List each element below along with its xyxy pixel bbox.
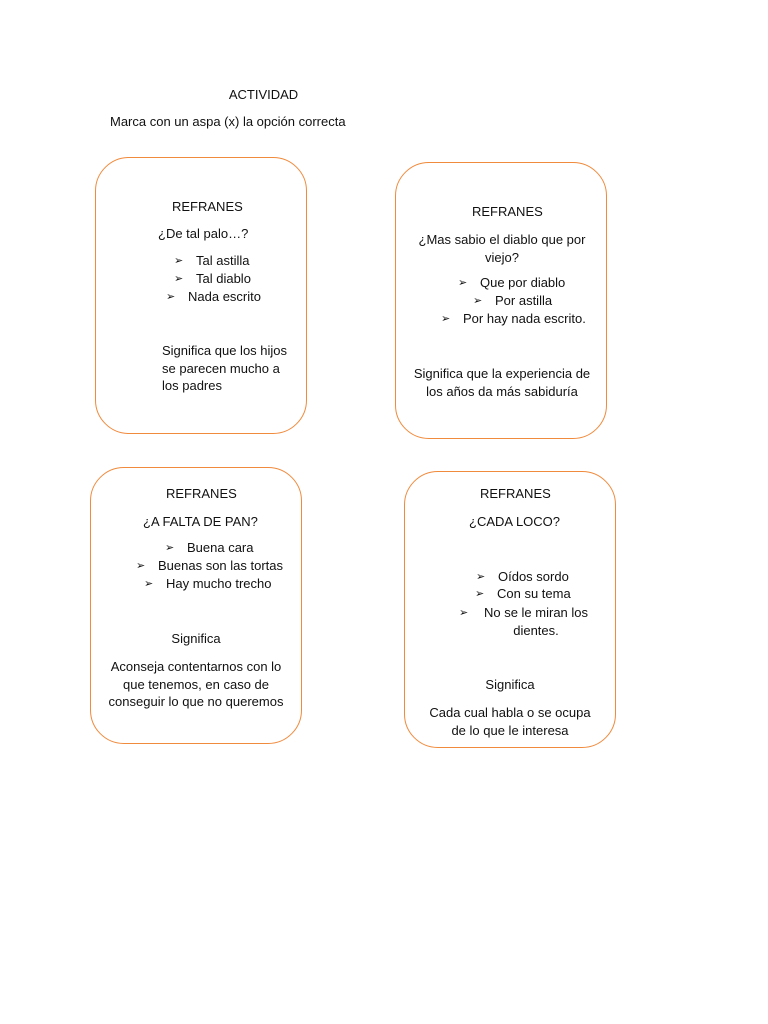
option-label: Tal astilla xyxy=(196,253,250,268)
option-item[interactable] xyxy=(459,604,591,639)
card-heading: REFRANES xyxy=(472,204,543,219)
option-item[interactable] xyxy=(136,558,283,573)
option-label: Hay mucho trecho xyxy=(166,576,272,591)
instruction-text: Marca con un aspa (x) la opción correcta xyxy=(110,114,346,129)
option-label: Que por diablo xyxy=(480,275,566,290)
option-label: Con su tema xyxy=(497,586,571,601)
option-label: Buenas son las tortas xyxy=(158,558,284,573)
proverb-card-4 xyxy=(404,471,616,748)
meaning-text: Significa que la experiencia de los años da más sabiduría xyxy=(413,366,591,399)
arrowhead-bullet-icon: ➢ xyxy=(441,313,451,325)
page-title: ACTIVIDAD xyxy=(228,87,299,102)
option-item[interactable] xyxy=(458,275,565,290)
option-item[interactable] xyxy=(476,569,569,584)
card-question: ¿A FALTA DE PAN? xyxy=(143,514,258,529)
proverb-card-2 xyxy=(395,162,607,439)
option-label: Por astilla xyxy=(495,293,553,308)
card-heading: REFRANES xyxy=(480,486,551,501)
arrowhead-bullet-icon: ➢ xyxy=(165,542,175,554)
meaning-text: Cada cual habla o se ocupa de lo que le interesa xyxy=(429,705,591,738)
card-question: ¿De tal palo…? xyxy=(158,226,249,241)
arrowhead-bullet-icon: ➢ xyxy=(475,588,485,600)
card-question: ¿CADA LOCO? xyxy=(469,514,561,529)
option-label: Oídos sordo xyxy=(498,569,569,584)
meaning-label: Significa xyxy=(485,677,535,692)
arrowhead-bullet-icon: ➢ xyxy=(144,578,154,590)
arrowhead-bullet-icon: ➢ xyxy=(136,560,146,572)
option-label: Buena cara xyxy=(187,540,254,555)
proverb-card-3 xyxy=(90,467,302,744)
proverb-card-1 xyxy=(95,157,307,434)
card-heading: REFRANES xyxy=(172,199,243,214)
option-item[interactable] xyxy=(475,586,571,601)
option-item[interactable] xyxy=(165,540,254,555)
meaning-text: Aconseja contentarnos con lo que tenemos, en caso de conseguir lo que no queremos xyxy=(108,659,284,709)
meaning-text: Significa que los hijos se parecen mucho a los padres xyxy=(162,343,288,393)
option-label: No se le miran los dientes. xyxy=(483,605,589,638)
arrowhead-bullet-icon: ➢ xyxy=(459,607,469,619)
arrowhead-bullet-icon: ➢ xyxy=(458,277,468,289)
card-question: ¿Mas sabio el diablo que por viejo? xyxy=(418,232,586,265)
option-item[interactable] xyxy=(473,293,552,308)
arrowhead-bullet-icon: ➢ xyxy=(166,291,176,303)
option-item[interactable] xyxy=(441,311,586,326)
option-item[interactable] xyxy=(174,253,249,268)
arrowhead-bullet-icon: ➢ xyxy=(174,273,184,285)
arrowhead-bullet-icon: ➢ xyxy=(476,571,486,583)
option-label: Tal diablo xyxy=(196,271,251,286)
meaning-label: Significa xyxy=(171,631,221,646)
option-item[interactable] xyxy=(166,289,261,304)
card-heading: REFRANES xyxy=(166,486,237,501)
option-label: Nada escrito xyxy=(188,289,261,304)
arrowhead-bullet-icon: ➢ xyxy=(473,295,483,307)
option-item[interactable] xyxy=(174,271,251,286)
arrowhead-bullet-icon: ➢ xyxy=(174,255,184,267)
option-item[interactable] xyxy=(144,576,272,591)
option-label: Por hay nada escrito. xyxy=(463,311,586,326)
